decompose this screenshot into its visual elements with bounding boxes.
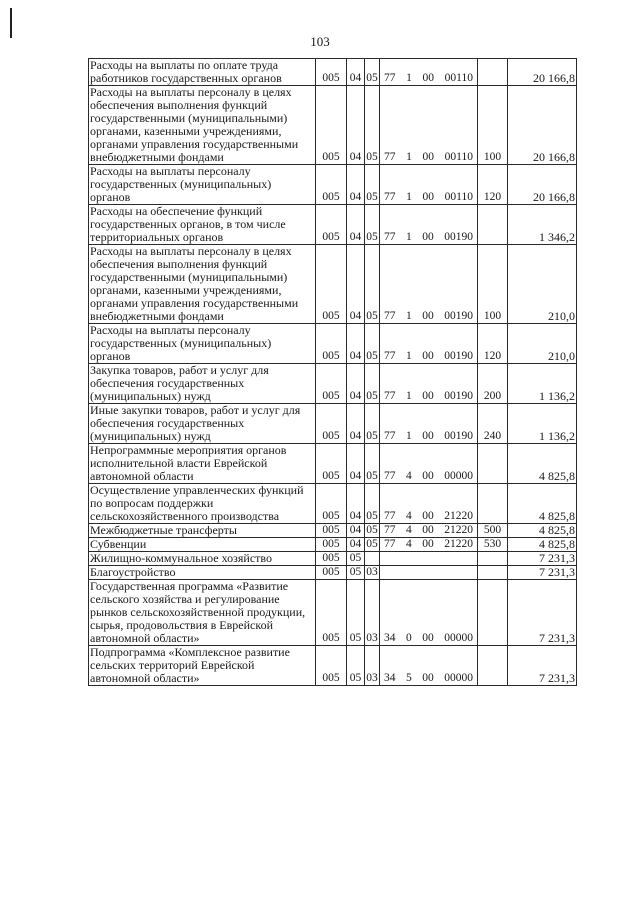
target-article-part: 00	[422, 231, 434, 243]
table-row	[89, 484, 577, 524]
subsection-code-cell: 03	[366, 566, 378, 578]
subsection-code-cell: 05	[365, 484, 380, 524]
section-code-cell: 04	[347, 538, 365, 552]
target-article-cell	[380, 444, 478, 484]
row-name-cell: Расходы на выплаты персоналу государственных (муниципальных) органов	[89, 324, 316, 364]
target-article-part: 0	[406, 632, 412, 644]
target-article-part: 00	[422, 151, 435, 163]
target-article-part: 77	[384, 390, 396, 402]
target-article-part: 00190	[444, 310, 473, 322]
ministry-code-cell: 005	[316, 484, 347, 524]
budget-table-body	[89, 59, 577, 686]
target-article-cell	[380, 524, 478, 538]
target-article-part: 21220	[444, 538, 473, 550]
amount-cell: 7 231,3	[508, 552, 577, 566]
target-article-part: 21220	[444, 510, 473, 522]
ministry-code-cell: 005	[316, 245, 347, 324]
ministry-code-cell: 005	[316, 86, 347, 165]
target-article-part: 77	[384, 524, 396, 536]
table-row	[89, 538, 577, 552]
subsection-code-cell: 05	[365, 245, 380, 324]
target-article-part: 77	[384, 231, 396, 243]
target-article-part: 77	[384, 350, 396, 362]
section-code-cell: 04	[347, 484, 365, 524]
expense-type-cell: 200	[478, 364, 508, 404]
expense-type-cell: 240	[478, 404, 508, 444]
ministry-code-cell: 005	[316, 165, 347, 205]
table-row	[89, 580, 577, 646]
table-row	[89, 524, 577, 538]
ministry-code-cell: 005	[316, 444, 347, 484]
expense-type-cell	[478, 646, 508, 686]
target-article-cell	[380, 404, 478, 444]
row-name-cell: Расходы на выплаты по оплате труда работников государственных органов	[89, 59, 316, 86]
target-article-cell	[380, 324, 478, 364]
row-name-cell: Расходы на выплаты персоналу в целях обеспечения выполнения функций государственными (муниципальными) органами, казенными учреждениями, органами управления государственными внебюджетными фондами	[89, 245, 316, 324]
table-row	[89, 324, 577, 364]
subsection-code-cell: 05	[365, 324, 380, 364]
target-article-part: 1	[406, 151, 412, 163]
section-code-cell: 04	[347, 364, 365, 404]
target-article-part: 00	[422, 524, 434, 536]
target-article-part: 00110	[444, 191, 473, 203]
target-article-cell	[380, 566, 478, 580]
amount-cell: 20 166,8	[508, 59, 577, 86]
table-row	[89, 552, 577, 566]
subsection-code-cell: 05	[365, 59, 380, 86]
expense-type-cell	[478, 552, 508, 566]
amount-cell: 210,0	[508, 245, 577, 324]
section-code-cell: 04	[347, 404, 365, 444]
ministry-code-cell: 005	[316, 552, 347, 566]
target-article-part: 00	[422, 390, 434, 402]
section-code-cell: 05	[347, 552, 365, 566]
target-article-part: 77	[384, 510, 396, 522]
subsection-code-cell: 05	[366, 538, 378, 550]
amount-cell: 1 346,2	[508, 205, 577, 245]
target-article-part: 00	[422, 350, 434, 362]
table-row	[89, 165, 577, 205]
ministry-code-cell: 005	[316, 580, 347, 646]
target-article-cell	[380, 646, 478, 686]
expense-type-cell: 120	[478, 165, 508, 205]
amount-cell: 4 825,8	[508, 538, 577, 552]
target-article-part: 4	[406, 470, 412, 482]
expense-type-cell	[478, 205, 508, 245]
target-article-cell	[380, 552, 478, 566]
target-article-part: 00	[422, 430, 434, 442]
target-article-part: 00	[422, 310, 434, 322]
target-article-part: 5	[406, 672, 412, 684]
target-article-cell	[380, 205, 478, 245]
table-row	[89, 444, 577, 484]
target-article-part: 34	[384, 632, 396, 644]
subsection-code-cell: 05	[365, 364, 380, 404]
section-code-cell: 04	[347, 165, 365, 205]
target-article-part: 00000	[444, 470, 473, 482]
section-code-cell: 04	[347, 205, 365, 245]
subsection-code-cell: 05	[365, 86, 380, 165]
section-code-cell: 05	[347, 580, 365, 646]
target-article-part: 4	[406, 538, 412, 550]
expense-type-cell: 100	[478, 245, 508, 324]
page-number: 103	[310, 34, 330, 49]
target-article-cell	[380, 86, 478, 165]
target-article-part: 21220	[444, 524, 473, 536]
target-article-part: 00110	[444, 151, 473, 163]
target-article-part: 77	[384, 72, 396, 84]
ministry-code-cell: 005	[316, 404, 347, 444]
ministry-code-cell: 005	[316, 538, 347, 552]
section-code-cell: 04	[347, 524, 365, 538]
target-article-cell	[380, 538, 478, 552]
target-article-part: 4	[406, 510, 412, 522]
ministry-code-cell: 005	[316, 566, 347, 580]
section-code-cell: 04	[347, 245, 365, 324]
target-article-part: 00	[422, 72, 435, 84]
target-article-part: 1	[406, 191, 412, 203]
budget-table	[88, 58, 577, 686]
target-article-part: 00000	[444, 672, 473, 684]
expense-type-cell	[478, 566, 508, 580]
target-article-part: 77	[384, 310, 396, 322]
target-article-part: 1	[406, 430, 412, 442]
target-article-part: 00	[422, 510, 434, 522]
amount-cell: 20 166,8	[508, 165, 577, 205]
target-article-part: 77	[384, 191, 396, 203]
target-article-part: 77	[384, 470, 396, 482]
row-name-cell: Подпрограмма «Комплексное развитие сельских территорий Еврейской автономной области»	[89, 646, 316, 686]
target-article-part: 00190	[444, 231, 473, 243]
target-article-part: 4	[406, 524, 412, 536]
row-name-cell: Расходы на выплаты персоналу в целях обеспечения выполнения функций государственными (муниципальными) органами, казенными учреждениями, органами управления государственными внебюджетными фондами	[89, 86, 316, 165]
target-article-part: 34	[384, 672, 396, 684]
target-article-part: 00	[422, 538, 434, 550]
section-code-cell: 04	[347, 59, 365, 86]
expense-type-cell: 530	[478, 538, 508, 552]
amount-cell: 7 231,3	[508, 580, 577, 646]
subsection-code-cell: 05	[365, 404, 380, 444]
ministry-code-cell: 005	[316, 324, 347, 364]
ministry-code-cell: 005	[316, 524, 347, 538]
row-name-cell: Благоустройство	[89, 566, 316, 580]
section-code-cell: 05	[347, 646, 365, 686]
ministry-code-cell: 005	[316, 646, 347, 686]
target-article-part: 00190	[444, 430, 473, 442]
target-article-part: 77	[384, 151, 396, 163]
subsection-code-cell: 03	[365, 646, 380, 686]
subsection-code-cell: 05	[365, 444, 380, 484]
ministry-code-cell: 005	[316, 205, 347, 245]
expense-type-cell: 500	[478, 524, 508, 538]
row-name-cell: Субвенции	[89, 538, 316, 552]
subsection-code-cell: 05	[365, 205, 380, 245]
section-code-cell: 04	[347, 86, 365, 165]
row-name-cell: Закупка товаров, работ и услуг для обеспечения государственных (муниципальных) нужд	[89, 364, 316, 404]
target-article-cell	[380, 165, 478, 205]
row-name-cell: Осуществление управленческих функций по вопросам поддержки сельскохозяйственного производства	[89, 484, 316, 524]
target-article-part: 00	[422, 632, 434, 644]
target-article-part: 1	[406, 390, 412, 402]
target-article-part: 1	[406, 310, 412, 322]
row-name-cell: Жилищно-коммунальное хозяйство	[89, 552, 316, 566]
table-row	[89, 646, 577, 686]
target-article-part: 00190	[444, 350, 473, 362]
target-article-cell	[380, 580, 478, 646]
amount-cell: 20 166,8	[508, 86, 577, 165]
target-article-cell	[380, 364, 478, 404]
row-name-cell: Расходы на обеспечение функций государственных органов, в том числе территориальных органов	[89, 205, 316, 245]
row-name-cell: Иные закупки товаров, работ и услуг для обеспечения государственных (муниципальных) нужд	[89, 404, 316, 444]
amount-cell: 4 825,8	[508, 444, 577, 484]
expense-type-cell	[478, 59, 508, 86]
amount-cell: 4 825,8	[508, 524, 577, 538]
table-row	[89, 59, 577, 86]
expense-type-cell	[478, 580, 508, 646]
target-article-part: 77	[384, 430, 396, 442]
subsection-code-cell: 03	[365, 580, 380, 646]
subsection-code-cell	[365, 552, 380, 566]
target-article-part: 00	[422, 191, 435, 203]
table-row	[89, 86, 577, 165]
section-code-cell: 04	[347, 444, 365, 484]
amount-cell: 1 136,2	[508, 364, 577, 404]
amount-cell: 4 825,8	[508, 484, 577, 524]
target-article-part: 00190	[444, 390, 473, 402]
subsection-code-cell: 05	[366, 524, 378, 536]
section-code-cell: 05	[347, 566, 365, 580]
expense-type-cell: 100	[478, 86, 508, 165]
table-row	[89, 245, 577, 324]
table-row	[89, 566, 577, 580]
amount-cell: 7 231,3	[508, 646, 577, 686]
table-row	[89, 364, 577, 404]
ministry-code-cell: 005	[316, 59, 347, 86]
amount-cell: 1 136,2	[508, 404, 577, 444]
row-name-cell: Межбюджетные трансферты	[89, 524, 316, 538]
ministry-code-cell: 005	[316, 364, 347, 404]
table-row	[89, 404, 577, 444]
expense-type-cell	[478, 444, 508, 484]
row-name-cell: Расходы на выплаты персоналу государственных (муниципальных) органов	[89, 165, 316, 205]
target-article-cell	[380, 245, 478, 324]
target-article-part: 00	[422, 672, 434, 684]
amount-cell: 7 231,3	[508, 566, 577, 580]
target-article-part: 1	[406, 231, 412, 243]
target-article-part: 1	[406, 350, 412, 362]
row-name-cell: Непрограммные мероприятия органов исполнительной власти Еврейской автономной области	[89, 444, 316, 484]
amount-cell: 210,0	[508, 324, 577, 364]
target-article-cell	[380, 59, 478, 86]
expense-type-cell	[478, 484, 508, 524]
target-article-part: 00	[422, 470, 434, 482]
section-code-cell: 04	[347, 324, 365, 364]
expense-type-cell: 120	[478, 324, 508, 364]
table-row	[89, 205, 577, 245]
subsection-code-cell: 05	[365, 165, 380, 205]
target-article-part: 1	[406, 72, 412, 84]
row-name-cell: Государственная программа «Развитие сельского хозяйства и регулирование рынков сельскохозяйственной продукции, сырья, продовольствия в Еврейской автономной области»	[89, 580, 316, 646]
target-article-part: 00110	[444, 72, 473, 84]
target-article-cell	[380, 484, 478, 524]
target-article-part: 00000	[444, 632, 473, 644]
target-article-part: 77	[384, 538, 396, 550]
